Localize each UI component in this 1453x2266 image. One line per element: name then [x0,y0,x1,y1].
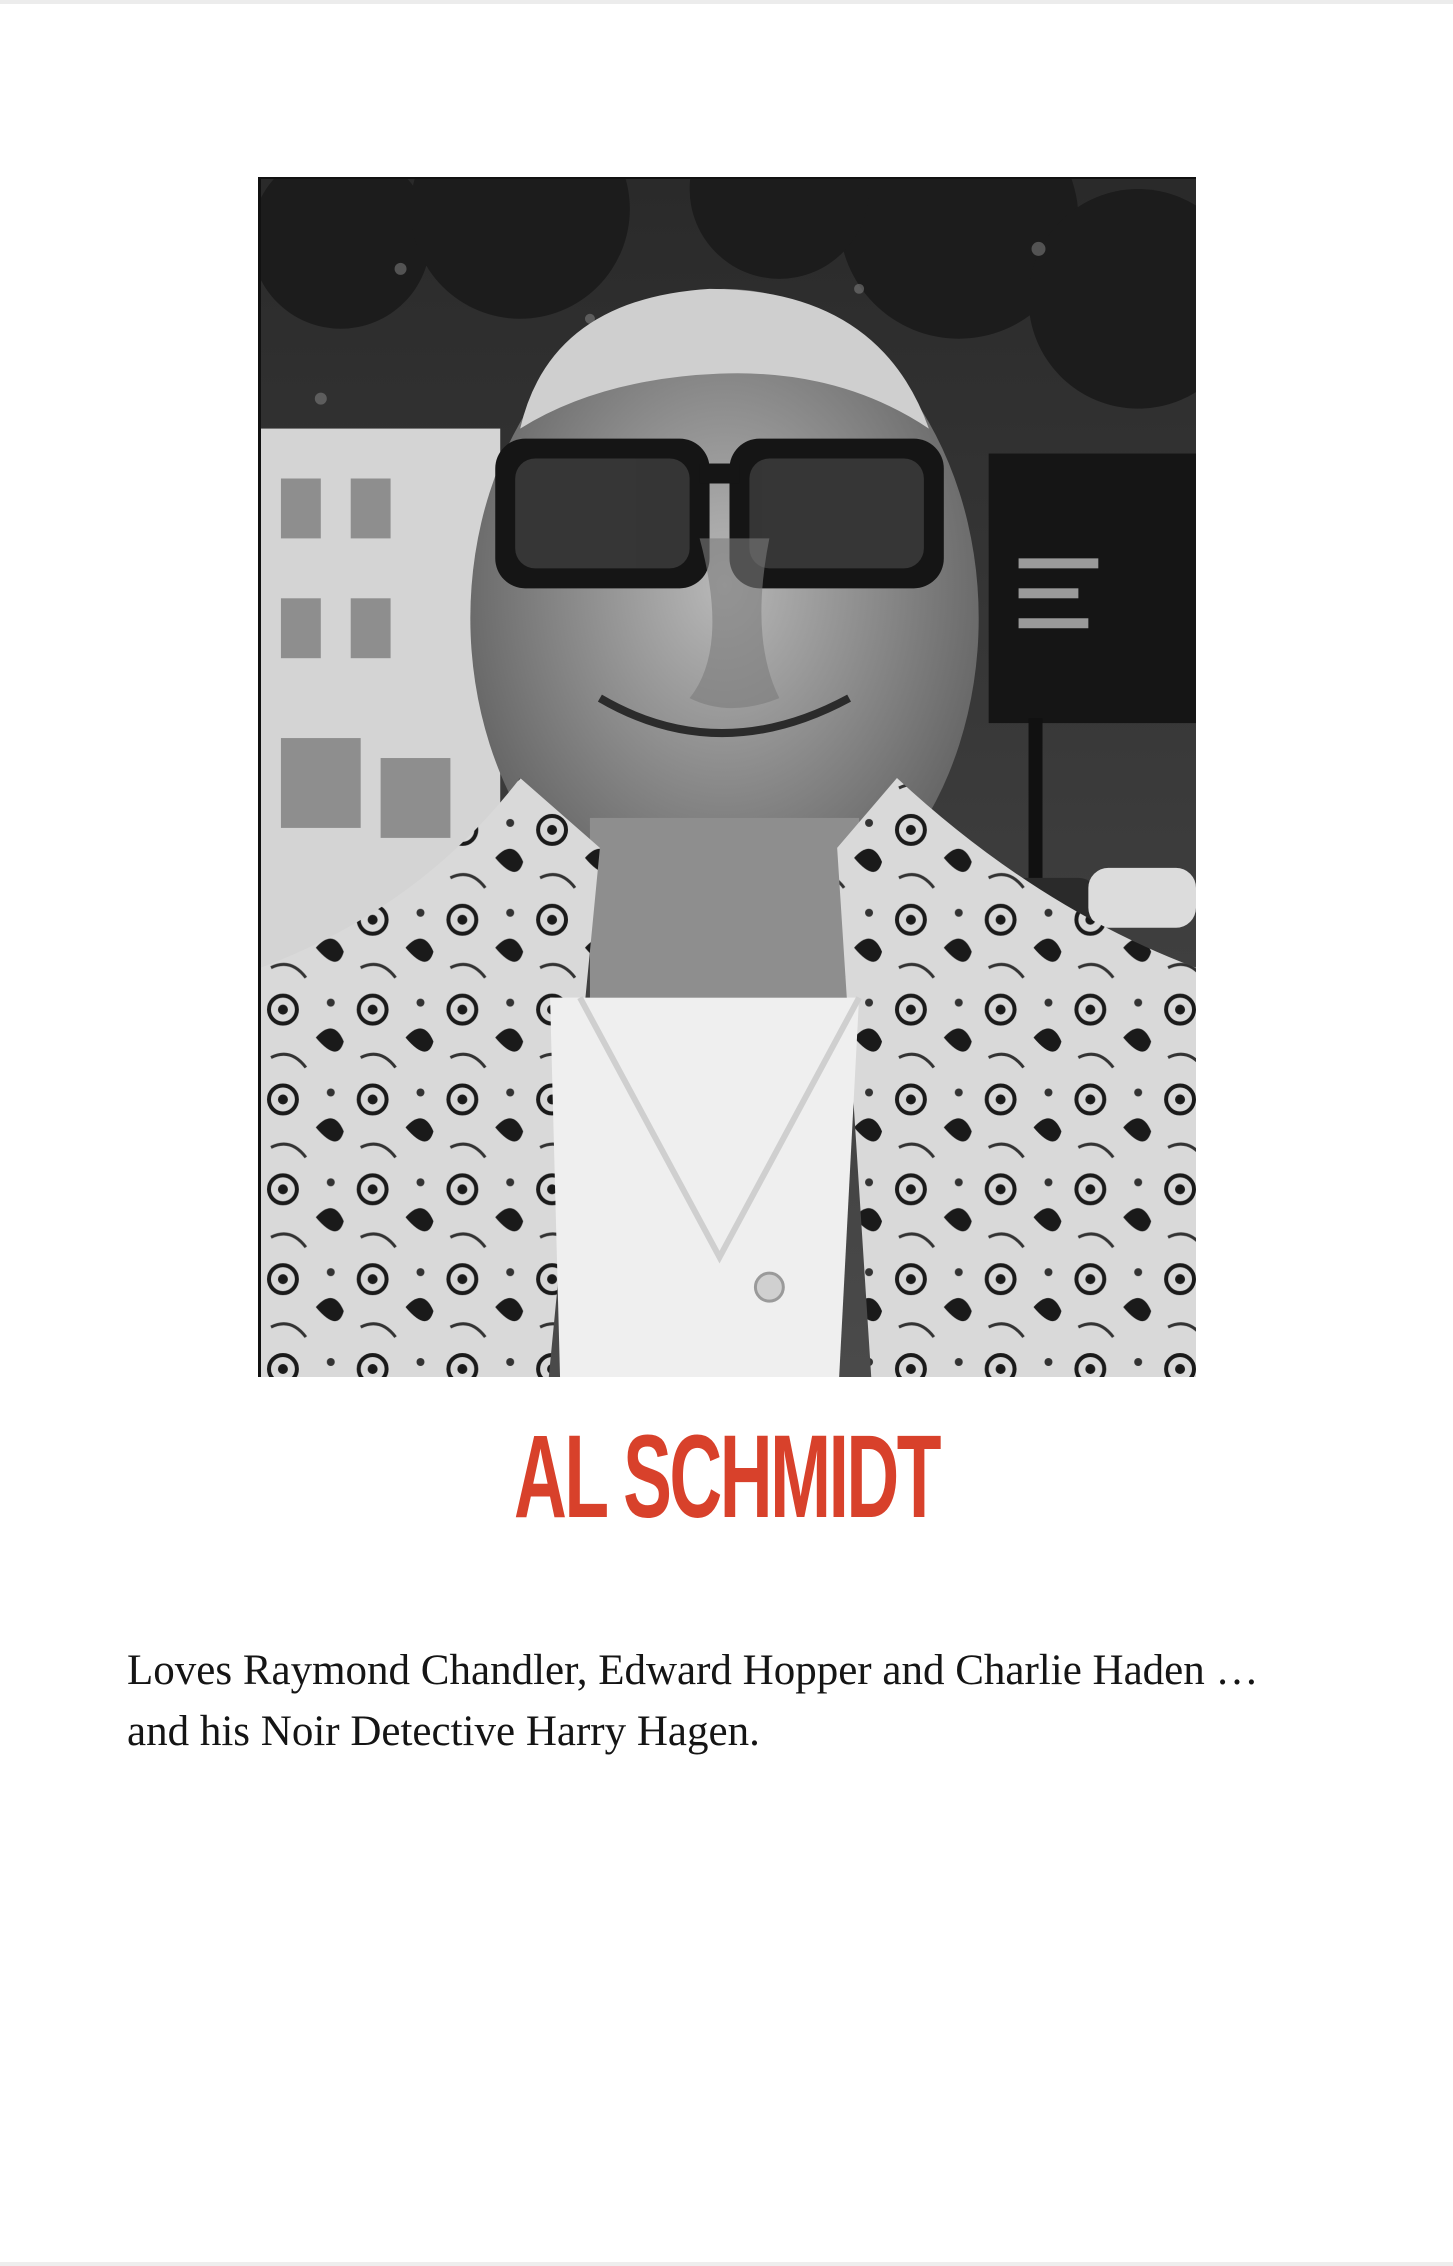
author-bio: Loves Raymond Chandler, Edward Hopper and Charlie Haden … and his Noir Detective Harry Hagen. [127,1647,1259,1755]
bottom-divider [0,2262,1453,2266]
author-portrait [258,177,1196,1377]
author-photo [261,179,1196,1377]
top-divider [0,0,1453,4]
author-name: AL SCHMIDT [514,1411,939,1543]
